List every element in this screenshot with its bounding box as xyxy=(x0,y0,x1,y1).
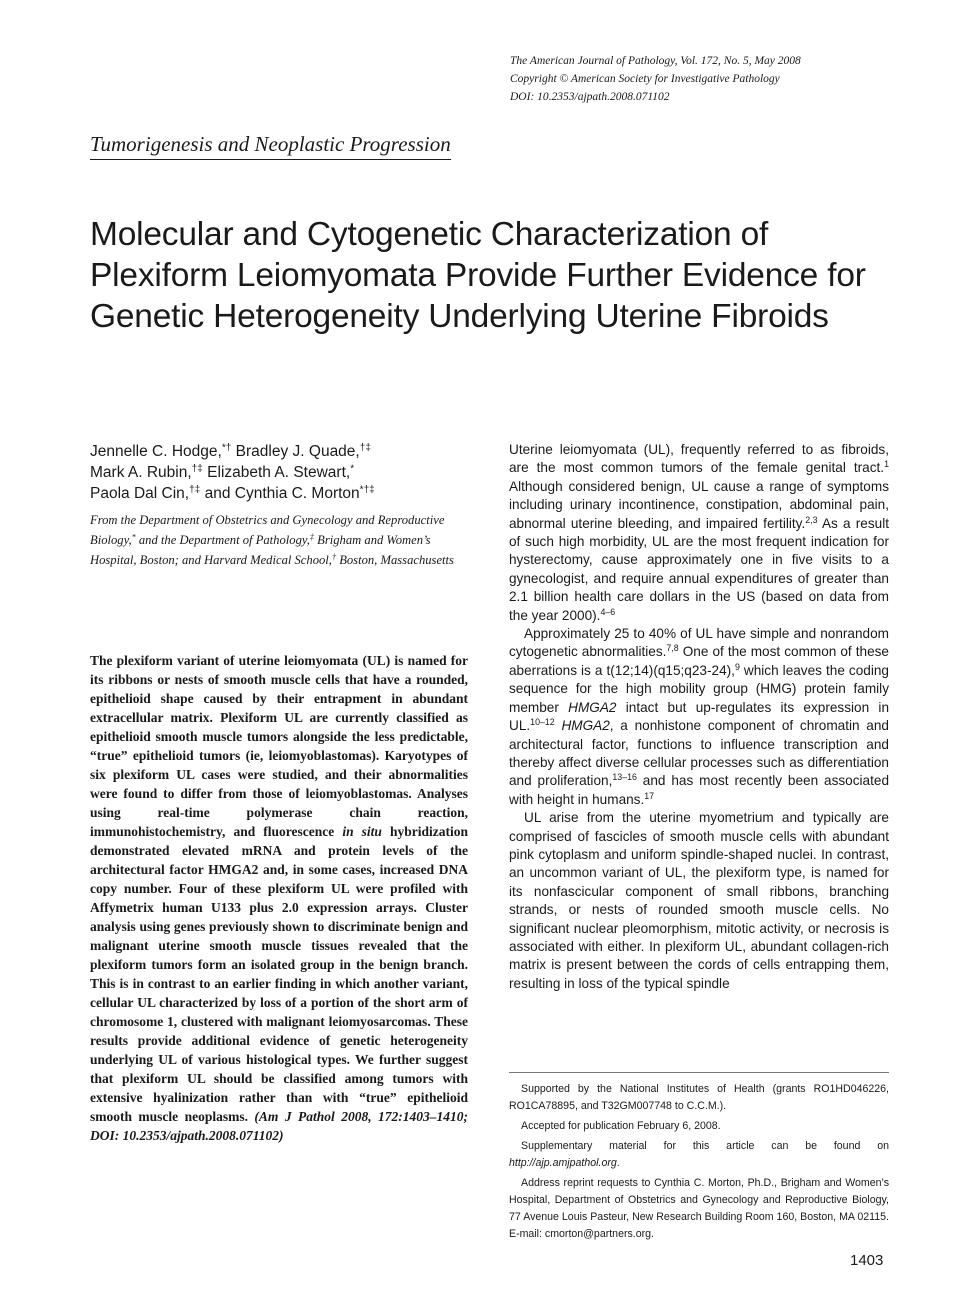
body-paragraph xyxy=(509,441,889,625)
affiliation-sup: † xyxy=(331,552,337,562)
footnotes xyxy=(509,1081,889,1246)
footnote-supplementary xyxy=(509,1138,889,1172)
journal-citation: The American Journal of Pathology, Vol. 172, No. 5, May 2008 xyxy=(510,55,801,67)
body-span: Although considered benign, UL cause a range of symptoms including urinary incontinence, constipation, abdominal pain, abnormal uterine bleeding, and impaired fertility. xyxy=(509,478,889,531)
affiliation-text: Boston, Massachusetts xyxy=(336,553,454,567)
body-paragraph xyxy=(509,625,889,809)
body-span: Approximately 25 to 40% of UL have simple and nonrandom cytogenetic abnormalities. xyxy=(509,626,889,660)
citation-ref: 13–16 xyxy=(612,772,637,783)
author-line xyxy=(90,483,480,504)
abstract-citation: (Am J Pathol 2008, 172:1403–1410; DOI: 10.2353/ajpath.2008.071102) xyxy=(90,1109,468,1143)
section-heading: Tumorigenesis and Neoplastic Progression xyxy=(90,130,451,160)
gene-name: HMGA2 xyxy=(561,718,610,734)
author-name: Bradley J. Quade, xyxy=(231,443,360,460)
citation-ref: 7,8 xyxy=(666,643,679,654)
abstract-text: The plexiform variant of uterine leiomyomata (UL) is named for its ribbons or nests of smooth muscle cells that have a rounded, epithelioid shape caused by their entrapment in abundant extracellular matrix. Plexiform UL are currently classified as epithelioid smooth muscle tumors alongside the less predictable, “true” epithelioid tumors (ie, leiomyoblastomas). Karyotypes of six plexiform UL cases were studied, and their abnormalities were found to differ from those of leiomyoblastomas. Analyses using real-time polymerase chain reaction, immunohistochemistry, and fluorescence xyxy=(90,653,468,839)
affiliation-sup: ‡ xyxy=(309,532,315,542)
body-span: Uterine leiomyomata (UL), frequently referred to as fibroids, are the most common tumors of the female genital tract. xyxy=(509,442,889,476)
affiliation-text: From the Department of Obstetrics and Gynecology and Reproductive Biology, xyxy=(90,513,445,547)
footnote-funding: Supported by the National Institutes of Health (grants RO1HD046226, RO1CA78895, and T32GM007748 to C.C.M.). xyxy=(509,1083,889,1112)
article-title xyxy=(90,214,910,337)
citation-ref: 2,3 xyxy=(805,514,818,525)
author-line xyxy=(90,441,480,462)
footnote-text: Supplementary material for this article can be found on xyxy=(521,1140,889,1152)
citation-ref: 1 xyxy=(884,459,889,470)
citation-ref: 17 xyxy=(644,790,655,801)
author-sup: †‡ xyxy=(359,442,371,454)
body-span: which leaves the coding sequence for the high mobility group (HMG) protein family member xyxy=(509,662,889,715)
body-text xyxy=(509,441,889,993)
abstract-text: hybridization demonstrated elevated mRNA and protein levels of the architectural factor HMGA2 and, in some cases, increased DNA copy number. Four of these plexiform UL were profiled with Affymetrix human U133 plus 2.0 expression arrays. Cluster analysis using genes previously shown to discriminate benign and malignant uterine smooth muscle tissues revealed that the plexiform tumors form an isolated group in the benign branch. This is in contrast to an earlier finding in which another variant, cellular UL characterized by loss of a portion of the short arm of chromosome 1, clustered with malignant leiomyosarcomas. These results provide additional evidence of genetic heterogeneity underlying UL of various histological types. We further suggest that plexiform UL should be classified among tumors with extensive hyalinization rather than with “true” epithelioid smooth muscle neoplasms. xyxy=(90,824,469,1124)
supplementary-link[interactable]: http://ajp.amjpathol.org xyxy=(509,1157,617,1169)
author-name: Elizabeth A. Stewart, xyxy=(202,464,351,481)
body-span: and has most recently been associated with height in humans. xyxy=(509,773,890,807)
body-span: As a result of such high morbidity, UL are the most frequent indication for hysterectomy, cause approximately one in five visits to a gynecologist, and require annual expenditures of greater than 2.1 billion health care dollars in the US (based on data from the year 2000). xyxy=(509,515,890,623)
title-line: Molecular and Cytogenetic Characterization of xyxy=(90,216,769,253)
title-line: Plexiform Leiomyomata Provide Further Evidence for xyxy=(90,257,866,294)
affiliation-text: and the Department of Pathology, xyxy=(135,533,310,547)
footnote-text: . xyxy=(616,1157,620,1169)
author-list xyxy=(90,441,480,504)
journal-header xyxy=(510,52,930,106)
body-paragraph: UL arise from the uterine myometrium and typically are comprised of fascicles of smooth muscle cells with abundant pink cytoplasm and uniform spindle-shaped nuclei. In contrast, an uncommon variant of UL, the plexiform type, is named for its nonfascicular component of small ribbons, branching strands, or nests of rounded smooth muscle cells. No significant nuclear pleomorphism, mitotic activity, or necrosis is associated with either. In plexiform UL, abundant collagen-rich matrix is present between the cords of cells entrapping them, resulting in loss of the typical spindle xyxy=(509,810,889,991)
footnote-divider xyxy=(509,1072,889,1073)
author-name: Paola Dal Cin, xyxy=(90,485,190,502)
author-sup: *†‡ xyxy=(359,484,375,496)
journal-doi: DOI: 10.2353/ajpath.2008.071102 xyxy=(510,91,670,103)
body-span: One of the most common of these aberrations is a t(12;14)(q15;q23-24), xyxy=(509,644,889,678)
page-number: 1403 xyxy=(850,1252,884,1269)
gene-name: HMGA2 xyxy=(568,699,617,715)
journal-copyright: Copyright © American Society for Investigative Pathology xyxy=(510,73,780,85)
author-name: and Cynthia C. Morton xyxy=(200,485,360,502)
body-span: , a nonhistone component of chromatin and architectural factor, functions to influence transcription and thereby affect diverse cellular processes such as differentiation and proliferation, xyxy=(509,718,889,789)
author-sup: * xyxy=(350,463,355,475)
affiliation-text: Brigham and Women’s Hospital, Boston; and Harvard Medical School, xyxy=(90,533,431,567)
affiliation-sup: * xyxy=(131,532,136,542)
abstract xyxy=(90,651,468,1145)
citation-ref: 10–12 xyxy=(530,717,555,728)
author-sup: †‡ xyxy=(191,463,203,475)
author-line xyxy=(90,462,480,483)
author-sup: *† xyxy=(221,442,232,454)
author-name: Jennelle C. Hodge, xyxy=(90,443,222,460)
affiliation xyxy=(90,510,470,570)
citation-ref: 4–6 xyxy=(600,606,616,617)
body-span: intact but up-regulates its expression in UL. xyxy=(509,699,890,734)
author-name: Mark A. Rubin, xyxy=(90,464,192,481)
citation-ref: 9 xyxy=(734,662,740,673)
footnote-reprint: Address reprint requests to Cynthia C. Morton, Ph.D., Brigham and Women’s Hospital, Department of Obstetrics and Gynecology and Reproductive Biology, 77 Avenue Louis Pasteur, New Research Building Room 160, Boston, MA 02115. E-mail: cmorton@partners.org. xyxy=(509,1177,889,1240)
abstract-italic: in situ xyxy=(342,824,382,839)
title-line: Genetic Heterogeneity Underlying Uterine Fibroids xyxy=(90,298,829,335)
author-sup: †‡ xyxy=(189,484,201,496)
footnote-accepted: Accepted for publication February 6, 2008. xyxy=(521,1120,721,1132)
